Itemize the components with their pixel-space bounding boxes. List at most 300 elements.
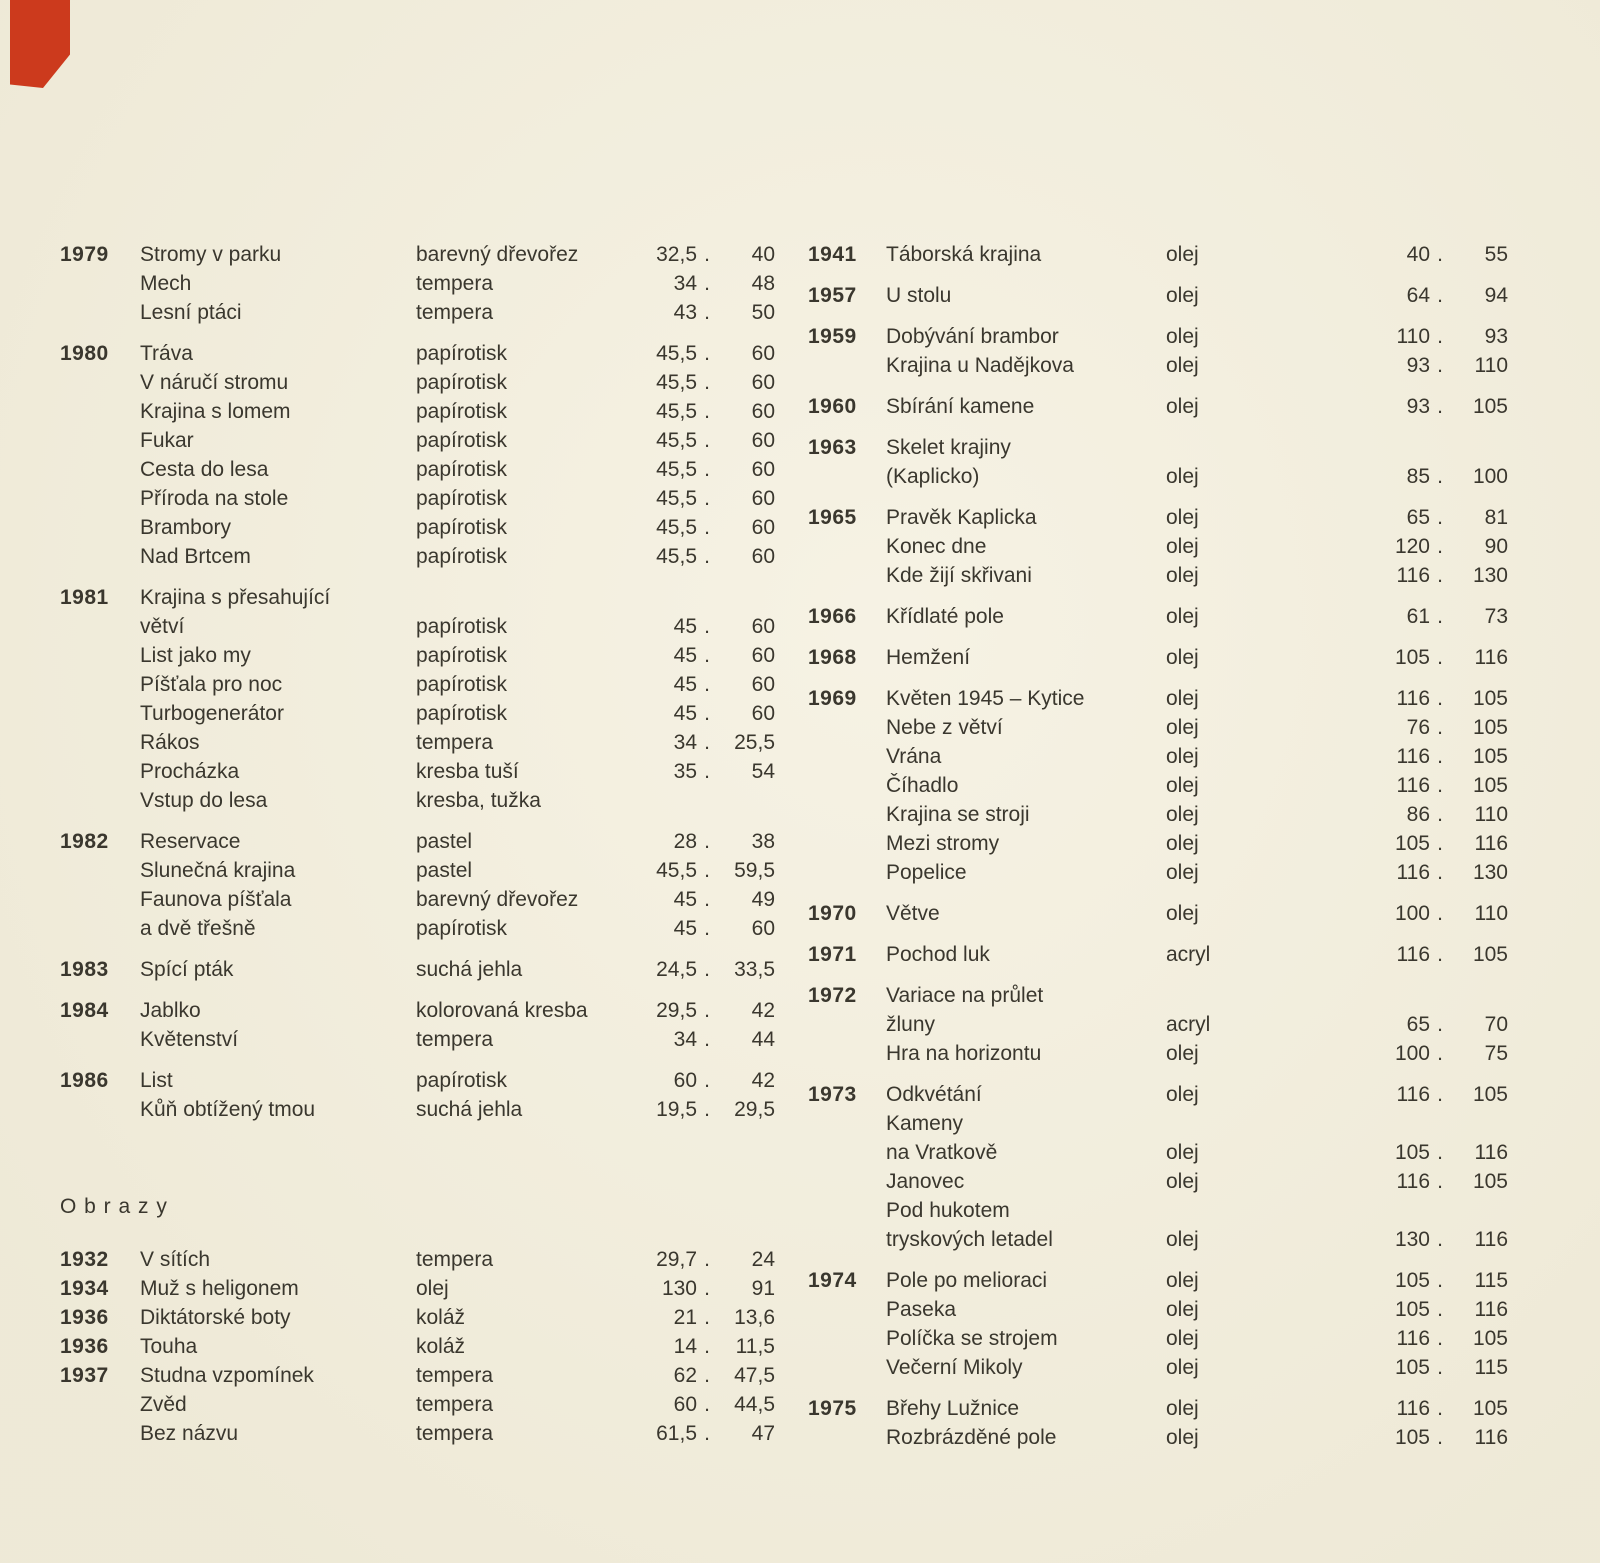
entry-width: 116 <box>1396 774 1430 797</box>
entry-width: 45 <box>673 702 697 725</box>
year-group <box>60 1066 775 1124</box>
entry-year <box>60 885 140 914</box>
entry-title: Jablko <box>140 999 201 1022</box>
entry-technique: papírotisk <box>416 644 508 667</box>
entry-height: 94 <box>1484 284 1508 307</box>
entry-technique: olej <box>1166 1170 1199 1193</box>
catalog-entry-row <box>60 612 775 641</box>
year-group <box>808 602 1508 631</box>
entry-title: Studna vzpomínek <box>140 1364 314 1387</box>
entry-width: 116 <box>1396 687 1430 710</box>
entry-title: V náručí stromu <box>140 371 289 394</box>
entry-dimension-separator: . <box>1437 1269 1443 1292</box>
entry-dimension-separator: . <box>1437 1298 1443 1321</box>
catalog-entry-row <box>60 728 775 757</box>
entry-year <box>60 513 140 542</box>
catalog-entry-row <box>808 1324 1508 1353</box>
entry-title: List jako my <box>140 644 251 667</box>
entry-height: 75 <box>1484 1042 1508 1065</box>
catalog-entry-row <box>60 1066 775 1095</box>
catalog-entry-row <box>60 1274 775 1303</box>
entry-height: 59,5 <box>734 859 775 882</box>
entry-height: 110 <box>1474 902 1508 925</box>
catalog-entry-row <box>808 981 1508 1010</box>
entry-technique: koláž <box>416 1306 466 1329</box>
entry-technique: kresba, tužka <box>416 789 541 812</box>
entry-width: 105 <box>1394 1298 1430 1321</box>
entry-width: 34 <box>673 1028 697 1051</box>
entry-width: 60 <box>673 1069 697 1092</box>
entry-height: 105 <box>1472 1397 1508 1420</box>
entry-width: 100 <box>1394 1042 1430 1065</box>
entry-dimension-separator: . <box>704 1422 710 1445</box>
entry-height: 105 <box>1472 1083 1508 1106</box>
catalog-entry-row <box>60 914 775 943</box>
entry-dimension-separator: . <box>1437 832 1443 855</box>
entry-title: V sítích <box>140 1248 211 1271</box>
entry-title: Večerní Mikoly <box>886 1356 1023 1379</box>
entry-height: 81 <box>1484 506 1508 529</box>
entry-dimension-separator: . <box>704 342 710 365</box>
entry-year <box>60 397 140 426</box>
entry-title: Procházka <box>140 760 240 783</box>
catalog-entry-row <box>808 503 1508 532</box>
entry-title: Vstup do lesa <box>140 789 268 812</box>
entry-technique: olej <box>1166 1042 1199 1065</box>
year-group <box>60 1274 775 1303</box>
entry-year: 1965 <box>808 506 857 529</box>
entry-technique: olej <box>1166 1397 1199 1420</box>
entry-technique: papírotisk <box>416 429 508 452</box>
entry-dimension-separator <box>697 786 717 815</box>
entry-year: 1937 <box>60 1364 109 1387</box>
catalog-entry-row <box>808 742 1508 771</box>
entry-height: 60 <box>751 644 775 667</box>
entry-title: Nebe z větví <box>886 716 1003 739</box>
entry-height <box>1450 981 1508 1010</box>
entry-title: Křídlaté pole <box>886 605 1004 628</box>
entry-technique: papírotisk <box>416 1069 508 1092</box>
entry-dimension-separator <box>1430 1196 1450 1225</box>
red-corner-mark <box>10 0 70 88</box>
entry-dimension-separator: . <box>704 830 710 853</box>
entry-height: 47,5 <box>734 1364 775 1387</box>
entry-dimension-separator: . <box>1437 1141 1443 1164</box>
catalog-entry-row <box>808 1394 1508 1423</box>
entry-technique: olej <box>1166 646 1199 669</box>
entry-width: 130 <box>1394 1228 1430 1251</box>
entry-dimension-separator: . <box>1437 1397 1443 1420</box>
entry-height: 60 <box>751 371 775 394</box>
year-group <box>808 684 1508 887</box>
entry-title: Muž s heligonem <box>140 1277 299 1300</box>
entry-technique: olej <box>1166 745 1199 768</box>
year-group <box>808 240 1508 269</box>
entry-dimension-separator: . <box>704 859 710 882</box>
entry-technique: olej <box>1166 1298 1199 1321</box>
catalog-entry-row <box>808 1353 1508 1382</box>
catalog-entry-row <box>60 641 775 670</box>
catalog-entry-row <box>808 771 1508 800</box>
entry-year <box>60 542 140 571</box>
entry-title: Vrána <box>886 745 942 768</box>
entry-title: Číhadlo <box>886 774 959 797</box>
entry-dimension-separator: . <box>704 644 710 667</box>
entry-year <box>808 1225 886 1254</box>
catalog-entry-row <box>808 1167 1508 1196</box>
entry-year <box>808 1010 886 1039</box>
entry-year: 1974 <box>808 1269 857 1292</box>
entry-dimension-separator: . <box>704 673 710 696</box>
entry-title: tryskových letadel <box>886 1228 1053 1251</box>
entry-technique: olej <box>1166 243 1199 266</box>
catalog-entry-row <box>60 699 775 728</box>
entry-title: Sbírání kamene <box>886 395 1035 418</box>
entry-width: 100 <box>1394 902 1430 925</box>
entry-title: Píšťala pro noc <box>140 673 283 696</box>
entry-width: 45,5 <box>656 458 697 481</box>
entry-dimension-separator: . <box>704 487 710 510</box>
entry-dimension-separator: . <box>704 272 710 295</box>
entry-year: 1959 <box>808 325 857 348</box>
entry-height: 60 <box>751 429 775 452</box>
entry-height: 116 <box>1474 1298 1508 1321</box>
entry-year: 1968 <box>808 646 857 669</box>
entry-title: Krajina u Nadějkova <box>886 354 1074 377</box>
entry-title: Hra na horizontu <box>886 1042 1042 1065</box>
catalog-section <box>60 1192 775 1448</box>
entry-dimension-separator: . <box>704 1364 710 1387</box>
entry-year <box>60 728 140 757</box>
entry-width: 105 <box>1394 1426 1430 1449</box>
entry-year <box>60 1419 140 1448</box>
entry-technique: olej <box>1166 687 1199 710</box>
entry-dimension-separator: . <box>1437 745 1443 768</box>
year-group <box>808 503 1508 590</box>
entry-width: 116 <box>1396 943 1430 966</box>
entry-title: Hemžení <box>886 646 971 669</box>
entry-dimension-separator: . <box>1437 354 1443 377</box>
entry-year <box>60 670 140 699</box>
entry-technique: olej <box>1166 465 1199 488</box>
entry-dimension-separator: . <box>1437 506 1443 529</box>
entry-height: 60 <box>751 615 775 638</box>
entry-height: 105 <box>1472 395 1508 418</box>
entry-title: Políčka se strojem <box>886 1327 1058 1350</box>
entry-dimension-separator: . <box>1437 716 1443 739</box>
entry-dimension-separator: . <box>704 458 710 481</box>
entry-technique: olej <box>1166 902 1199 925</box>
catalog-entry-row <box>60 856 775 885</box>
entry-year <box>808 1353 886 1382</box>
year-group <box>808 392 1508 421</box>
entry-height: 48 <box>751 272 775 295</box>
entry-year <box>60 1025 140 1054</box>
entry-technique: tempera <box>416 1028 494 1051</box>
entry-dimension-separator: . <box>1437 1327 1443 1350</box>
entry-dimension-separator: . <box>704 1306 710 1329</box>
entry-technique: olej <box>1166 325 1199 348</box>
entry-title: Kde žijí skřivani <box>886 564 1032 587</box>
entry-title: Lesní ptáci <box>140 301 242 324</box>
entry-year: 1984 <box>60 999 109 1022</box>
entry-technique: olej <box>1166 803 1199 826</box>
entry-technique: olej <box>1166 1327 1199 1350</box>
entry-height: 60 <box>751 516 775 539</box>
entry-year: 1973 <box>808 1083 857 1106</box>
entry-title: Bez názvu <box>140 1422 239 1445</box>
catalog-entry-row <box>808 1225 1508 1254</box>
catalog-entry-row <box>808 1266 1508 1295</box>
entry-year: 1932 <box>60 1248 109 1271</box>
entry-dimension-separator: . <box>704 1277 710 1300</box>
entry-dimension-separator: . <box>1437 284 1443 307</box>
entry-height: 116 <box>1474 832 1508 855</box>
entry-width: 93 <box>1406 354 1430 377</box>
entry-technique: tempera <box>416 1422 494 1445</box>
catalog-entry-row <box>808 800 1508 829</box>
entry-year: 1941 <box>808 243 857 266</box>
entry-title: Nad Brtcem <box>140 545 251 568</box>
entry-technique: papírotisk <box>416 615 508 638</box>
entry-year <box>808 829 886 858</box>
entry-technique: olej <box>1166 506 1199 529</box>
catalog-entry-row <box>808 643 1508 672</box>
entry-dimension-separator: . <box>704 400 710 423</box>
entry-technique: olej <box>1166 1228 1199 1251</box>
entry-dimension-separator: . <box>1437 646 1443 669</box>
year-group <box>808 643 1508 672</box>
entry-width: 45,5 <box>656 400 697 423</box>
entry-year <box>808 351 886 380</box>
entry-technique: barevný dřevořez <box>416 888 579 911</box>
year-group <box>808 281 1508 310</box>
year-group <box>60 996 775 1054</box>
entry-width: 45 <box>673 673 697 696</box>
entry-height: 44 <box>751 1028 775 1051</box>
entry-dimension-separator: . <box>1437 861 1443 884</box>
entry-year <box>808 1167 886 1196</box>
year-group <box>808 899 1508 928</box>
catalog-entry-row <box>808 899 1508 928</box>
entry-year: 1966 <box>808 605 857 628</box>
entry-year <box>60 641 140 670</box>
entry-width <box>639 786 697 815</box>
entry-title: Pod hukotem <box>886 1199 1010 1222</box>
entry-dimension-separator: . <box>1437 1426 1443 1449</box>
entry-title: Větve <box>886 902 940 925</box>
entry-dimension-separator: . <box>704 516 710 539</box>
entry-title: Květen 1945 – Kytice <box>886 687 1085 710</box>
entry-title: Mech <box>140 272 192 295</box>
entry-title: Mezi stromy <box>886 832 1000 855</box>
entry-year <box>808 713 886 742</box>
entry-height: 93 <box>1484 325 1508 348</box>
entry-technique <box>1166 433 1372 462</box>
entry-height: 91 <box>751 1277 775 1300</box>
year-group <box>60 1361 775 1448</box>
entry-title: Slunečná krajina <box>140 859 296 882</box>
entry-year <box>60 757 140 786</box>
entry-technique: papírotisk <box>416 545 508 568</box>
entry-dimension-separator: . <box>704 1028 710 1051</box>
entry-technique: olej <box>1166 564 1199 587</box>
entry-title: Rozbrázděné pole <box>886 1426 1057 1449</box>
catalog-entry-row <box>808 281 1508 310</box>
entry-dimension-separator: . <box>704 731 710 754</box>
entry-dimension-separator: . <box>704 917 710 940</box>
entry-year: 1975 <box>808 1397 857 1420</box>
entry-height: 49 <box>751 888 775 911</box>
year-group <box>60 955 775 984</box>
entry-height: 55 <box>1484 243 1508 266</box>
entry-title: Konec dne <box>886 535 987 558</box>
catalog-section <box>808 240 1508 1452</box>
entry-height: 13,6 <box>734 1306 775 1329</box>
entry-width: 21 <box>673 1306 697 1329</box>
catalog-entry-row <box>808 1138 1508 1167</box>
entry-year: 1982 <box>60 830 109 853</box>
entry-width: 65 <box>1406 506 1430 529</box>
entry-technique: olej <box>1166 832 1199 855</box>
catalog-entry-row <box>60 996 775 1025</box>
entry-width: 28 <box>673 830 697 853</box>
entry-height: 100 <box>1472 465 1508 488</box>
entry-height: 130 <box>1472 861 1508 884</box>
entry-year <box>60 699 140 728</box>
catalog-entry-row <box>808 940 1508 969</box>
section-heading: O b r a z y <box>60 1195 168 1218</box>
catalog-entry-row <box>808 532 1508 561</box>
catalog-entry-row <box>808 1010 1508 1039</box>
catalog-entry-row <box>60 542 775 571</box>
entry-width <box>1372 981 1430 1010</box>
entry-dimension-separator: . <box>1437 535 1443 558</box>
entry-height: 130 <box>1472 564 1508 587</box>
entry-title: Krajina se stroji <box>886 803 1030 826</box>
catalog-entry-row <box>808 1109 1508 1138</box>
entry-technique: kolorovaná kresba <box>416 999 588 1022</box>
entry-dimension-separator: . <box>704 545 710 568</box>
entry-title: Diktátorské boty <box>140 1306 291 1329</box>
entry-height: 105 <box>1472 774 1508 797</box>
entry-height: 115 <box>1474 1356 1508 1379</box>
entry-width: 62 <box>673 1364 697 1387</box>
entry-height: 105 <box>1472 687 1508 710</box>
entry-dimension-separator: . <box>1437 605 1443 628</box>
entry-year <box>60 1390 140 1419</box>
entry-year <box>60 455 140 484</box>
entry-title: Reservace <box>140 830 241 853</box>
entry-technique: olej <box>1166 1141 1199 1164</box>
entry-technique: tempera <box>416 1364 494 1387</box>
entry-technique: tempera <box>416 1393 494 1416</box>
catalog-entry-row <box>60 298 775 327</box>
entry-technique: olej <box>1166 605 1199 628</box>
catalog-entry-row <box>808 1423 1508 1452</box>
entry-dimension-separator: . <box>704 1393 710 1416</box>
entry-height <box>717 583 775 612</box>
entry-height: 60 <box>751 487 775 510</box>
catalog-entry-row <box>60 1245 775 1274</box>
entry-technique: tempera <box>416 731 494 754</box>
entry-dimension-separator: . <box>1437 1042 1443 1065</box>
entry-year <box>808 771 886 800</box>
entry-dimension-separator: . <box>704 999 710 1022</box>
entry-width <box>1372 433 1430 462</box>
catalog-entry-row <box>808 1080 1508 1109</box>
entry-dimension-separator: . <box>704 371 710 394</box>
entry-title: Kameny <box>886 1112 964 1135</box>
entry-height: 105 <box>1472 716 1508 739</box>
entry-title: U stolu <box>886 284 952 307</box>
entry-width: 105 <box>1394 832 1430 855</box>
entry-width: 105 <box>1394 1141 1430 1164</box>
entry-width: 29,7 <box>656 1248 697 1271</box>
entry-height <box>1450 1196 1508 1225</box>
entry-height <box>1450 433 1508 462</box>
entry-year: 1979 <box>60 243 109 266</box>
entry-title: Paseka <box>886 1298 957 1321</box>
year-group <box>60 827 775 943</box>
catalog-entry-row <box>60 670 775 699</box>
entry-title: Pravěk Kaplicka <box>886 506 1037 529</box>
entry-height: 116 <box>1474 1141 1508 1164</box>
entry-year <box>60 269 140 298</box>
entry-title: Krajina s lomem <box>140 400 291 423</box>
entry-dimension-separator: . <box>704 1335 710 1358</box>
catalog-entry-row <box>808 1295 1508 1324</box>
entry-technique: suchá jehla <box>416 1098 523 1121</box>
entry-technique: papírotisk <box>416 487 508 510</box>
entry-title: Zvěd <box>140 1393 187 1416</box>
catalog-entry-row <box>60 339 775 368</box>
entry-year <box>808 742 886 771</box>
catalog-entry-row <box>60 484 775 513</box>
entry-height: 60 <box>751 400 775 423</box>
catalog-entry-row <box>60 1025 775 1054</box>
catalog-entry-row <box>808 1039 1508 1068</box>
entry-dimension-separator: . <box>704 301 710 324</box>
year-group <box>60 583 775 815</box>
entry-title: List <box>140 1069 173 1092</box>
entry-technique: acryl <box>1166 943 1211 966</box>
entry-height <box>717 786 775 815</box>
year-group <box>60 240 775 327</box>
entry-width: 116 <box>1396 564 1430 587</box>
entry-title: Brambory <box>140 516 232 539</box>
entry-width: 35 <box>673 760 697 783</box>
entry-technique <box>1166 1196 1372 1225</box>
entry-width: 60 <box>673 1393 697 1416</box>
entry-dimension-separator <box>1430 433 1450 462</box>
entry-technique: olej <box>1166 774 1199 797</box>
entry-width: 110 <box>1396 325 1430 348</box>
entry-technique: pastel <box>416 859 473 882</box>
entry-technique: olej <box>416 1277 449 1300</box>
entry-dimension-separator: . <box>704 1098 710 1121</box>
catalog-entry-row <box>808 433 1508 462</box>
catalog-entry-row <box>60 426 775 455</box>
entry-title: Turbogenerátor <box>140 702 284 725</box>
year-group <box>60 339 775 571</box>
entry-width: 130 <box>661 1277 697 1300</box>
entry-width: 93 <box>1406 395 1430 418</box>
entry-year <box>60 914 140 943</box>
entry-dimension-separator: . <box>1437 803 1443 826</box>
entry-width: 116 <box>1396 1170 1430 1193</box>
entry-width: 45,5 <box>656 516 697 539</box>
